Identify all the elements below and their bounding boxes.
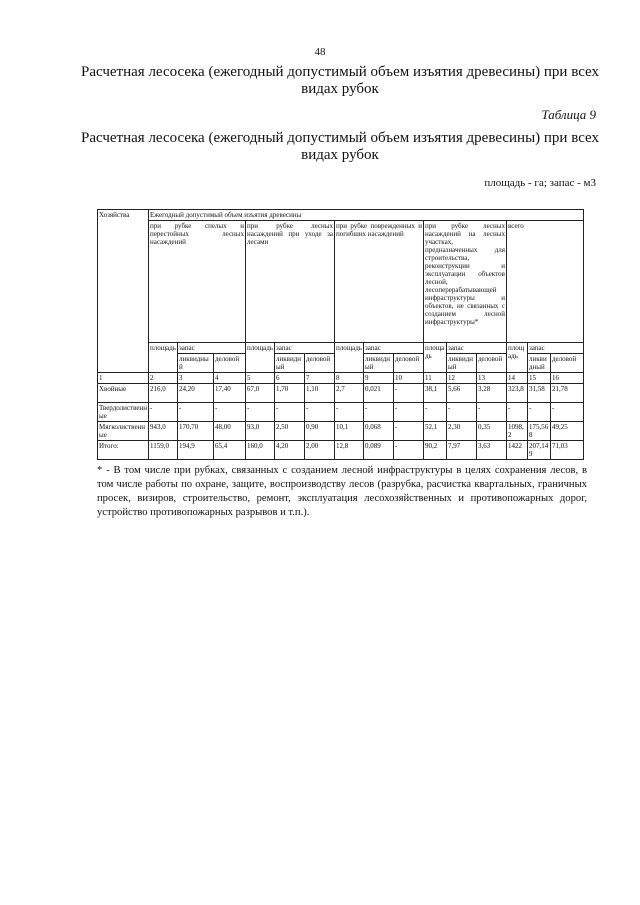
header-liquid: ликвидный <box>275 354 305 373</box>
cell: 0,021 <box>364 384 394 403</box>
header-business: деловой <box>394 354 424 373</box>
cell: 4,20 <box>275 441 305 460</box>
cell: 48,00 <box>214 422 246 441</box>
cell: 10,1 <box>335 422 364 441</box>
cell: 52,1 <box>424 422 447 441</box>
cell: 21,78 <box>551 384 584 403</box>
col-number: 7 <box>305 373 335 384</box>
row-label: Мягколиственные <box>98 422 149 441</box>
header-business: деловой <box>477 354 507 373</box>
cell: 323,8 <box>507 384 528 403</box>
cell: - <box>149 403 178 422</box>
header-stock: запас <box>447 343 507 354</box>
units-note: площадь - га; запас - м3 <box>484 177 596 189</box>
page-heading: Расчетная лесосека (ежегодный допустимый объем изъятия древесины) при всех видах рубок <box>81 64 599 97</box>
col-number: 11 <box>424 373 447 384</box>
cell: - <box>394 403 424 422</box>
cell: 3,28 <box>477 384 507 403</box>
cell: 2,7 <box>335 384 364 403</box>
cell: - <box>528 403 551 422</box>
cell: 24,20 <box>178 384 214 403</box>
cell: 1422 <box>507 441 528 460</box>
cell: - <box>447 403 477 422</box>
col-number: 5 <box>246 373 275 384</box>
header-cut-infrastructure: при рубке лесных насаждений на лесных участках, предназначенных для строительства, реконструкции и эксплуатации объектов лесной, лесоперерабатывающей инфраструктуры и объектов, не связанных с созданием лесной инфраструктуры* <box>424 221 507 343</box>
table-row-softwood <box>98 422 584 441</box>
header-liquid: ликвидный <box>178 354 214 373</box>
cell: - <box>178 403 214 422</box>
col-number: 12 <box>447 373 477 384</box>
table-row-hardwood <box>98 403 584 422</box>
header-cut-damaged: при рубке поврежденных и погибших насаждений <box>335 221 424 343</box>
cell: 67,0 <box>246 384 275 403</box>
col-number: 15 <box>528 373 551 384</box>
cell: 2,50 <box>275 422 305 441</box>
cell: 194,9 <box>178 441 214 460</box>
cell: - <box>335 403 364 422</box>
header-stock: запас <box>275 343 335 354</box>
cell: 943,0 <box>149 422 178 441</box>
header-cut-total: всего <box>507 221 584 343</box>
cell: 160,0 <box>246 441 275 460</box>
header-liquid: ликвидный <box>447 354 477 373</box>
cell: 93,0 <box>246 422 275 441</box>
cell: 0,90 <box>305 422 335 441</box>
cell: 31,58 <box>528 384 551 403</box>
table-row-total <box>98 441 584 460</box>
cell: 1098,2 <box>507 422 528 441</box>
cell: - <box>477 403 507 422</box>
header-business: деловой <box>551 354 584 373</box>
header-area: площадь <box>424 343 447 373</box>
cell: 0,068 <box>364 422 394 441</box>
cell: 3,63 <box>477 441 507 460</box>
table-row-conifer <box>98 384 584 403</box>
cell: 1,70 <box>275 384 305 403</box>
page-number: 48 <box>314 46 326 58</box>
cell: 1159,0 <box>149 441 178 460</box>
footnote: * - В том числе при рубках, связанных с созданием лесной инфраструктуры в целях сохранения лесов, в том числе работы по охране, защите, воспроизводству лесов (разрубка, расчистка квартальных, граничных просек, визиров, строительство, ремонт, эксплуатация лесохозяйственных и противопожарных дорог, устройство противопожарных разрывов и т.п.). <box>97 465 587 518</box>
col-number: 3 <box>178 373 214 384</box>
col-number: 8 <box>335 373 364 384</box>
cell: 2,00 <box>305 441 335 460</box>
cell: - <box>305 403 335 422</box>
header-stock: запас <box>364 343 424 354</box>
cell: 7,97 <box>447 441 477 460</box>
cell: 0,089 <box>364 441 394 460</box>
cell: - <box>394 441 424 460</box>
col-number: 2 <box>149 373 178 384</box>
col-number: 13 <box>477 373 507 384</box>
cell: 170,70 <box>178 422 214 441</box>
cell: - <box>364 403 394 422</box>
header-cut-mature: при рубке спелых и перестойных лесных насаждений <box>149 221 246 343</box>
row-label: Твердолиственные <box>99 404 147 420</box>
col-number: 1 <box>98 373 149 384</box>
cell: 0,35 <box>477 422 507 441</box>
header-stock: запас <box>178 343 246 354</box>
header-liquid: ликвидный <box>528 354 551 373</box>
allowable-cut-table <box>97 209 584 460</box>
cell: 207,149 <box>528 441 551 460</box>
cell: 38,1 <box>424 384 447 403</box>
row-label: Хвойные <box>98 384 149 403</box>
col-number: 10 <box>394 373 424 384</box>
row-label: Итого: <box>98 441 149 460</box>
header-area: площадь <box>335 343 364 373</box>
header-business: деловой <box>214 354 246 373</box>
header-business: деловой <box>305 354 335 373</box>
header-cut-thinning: при рубке лесных насаждений при уходе за лесами <box>246 221 335 343</box>
cell: - <box>214 403 246 422</box>
table-title: Расчетная лесосека (ежегодный допустимый объем изъятия древесины) при всех видах рубок <box>81 130 599 163</box>
col-number: 16 <box>551 373 584 384</box>
cell: 2,30 <box>447 422 477 441</box>
cell: 5,66 <box>447 384 477 403</box>
header-liquid: ликвидный <box>364 354 394 373</box>
cell: - <box>275 403 305 422</box>
cell: 90,2 <box>424 441 447 460</box>
cell: - <box>551 403 584 422</box>
cell: - <box>394 422 424 441</box>
cell: 12,8 <box>335 441 364 460</box>
cell: - <box>507 403 528 422</box>
cell: - <box>246 403 275 422</box>
cell: 1,10 <box>305 384 335 403</box>
header-area: площадь <box>507 343 528 373</box>
header-stock: запас <box>528 343 584 354</box>
cell: 49,25 <box>551 422 584 441</box>
cell: 17,40 <box>214 384 246 403</box>
col-number: 6 <box>275 373 305 384</box>
cell: 175,568 <box>528 422 551 441</box>
table-label: Таблица 9 <box>541 107 596 122</box>
cell: 71,03 <box>551 441 584 460</box>
col-number: 4 <box>214 373 246 384</box>
col-number: 14 <box>507 373 528 384</box>
header-group: Ежегодный допустимый объем изъятия древесины <box>149 210 584 221</box>
header-area: площадь <box>149 343 178 373</box>
col-number: 9 <box>364 373 394 384</box>
header-area: площадь <box>246 343 275 373</box>
header-farm: Хозяйства <box>98 210 149 373</box>
cell: 216,0 <box>149 384 178 403</box>
cell: 65,4 <box>214 441 246 460</box>
cell: - <box>424 403 447 422</box>
cell: - <box>394 384 424 403</box>
